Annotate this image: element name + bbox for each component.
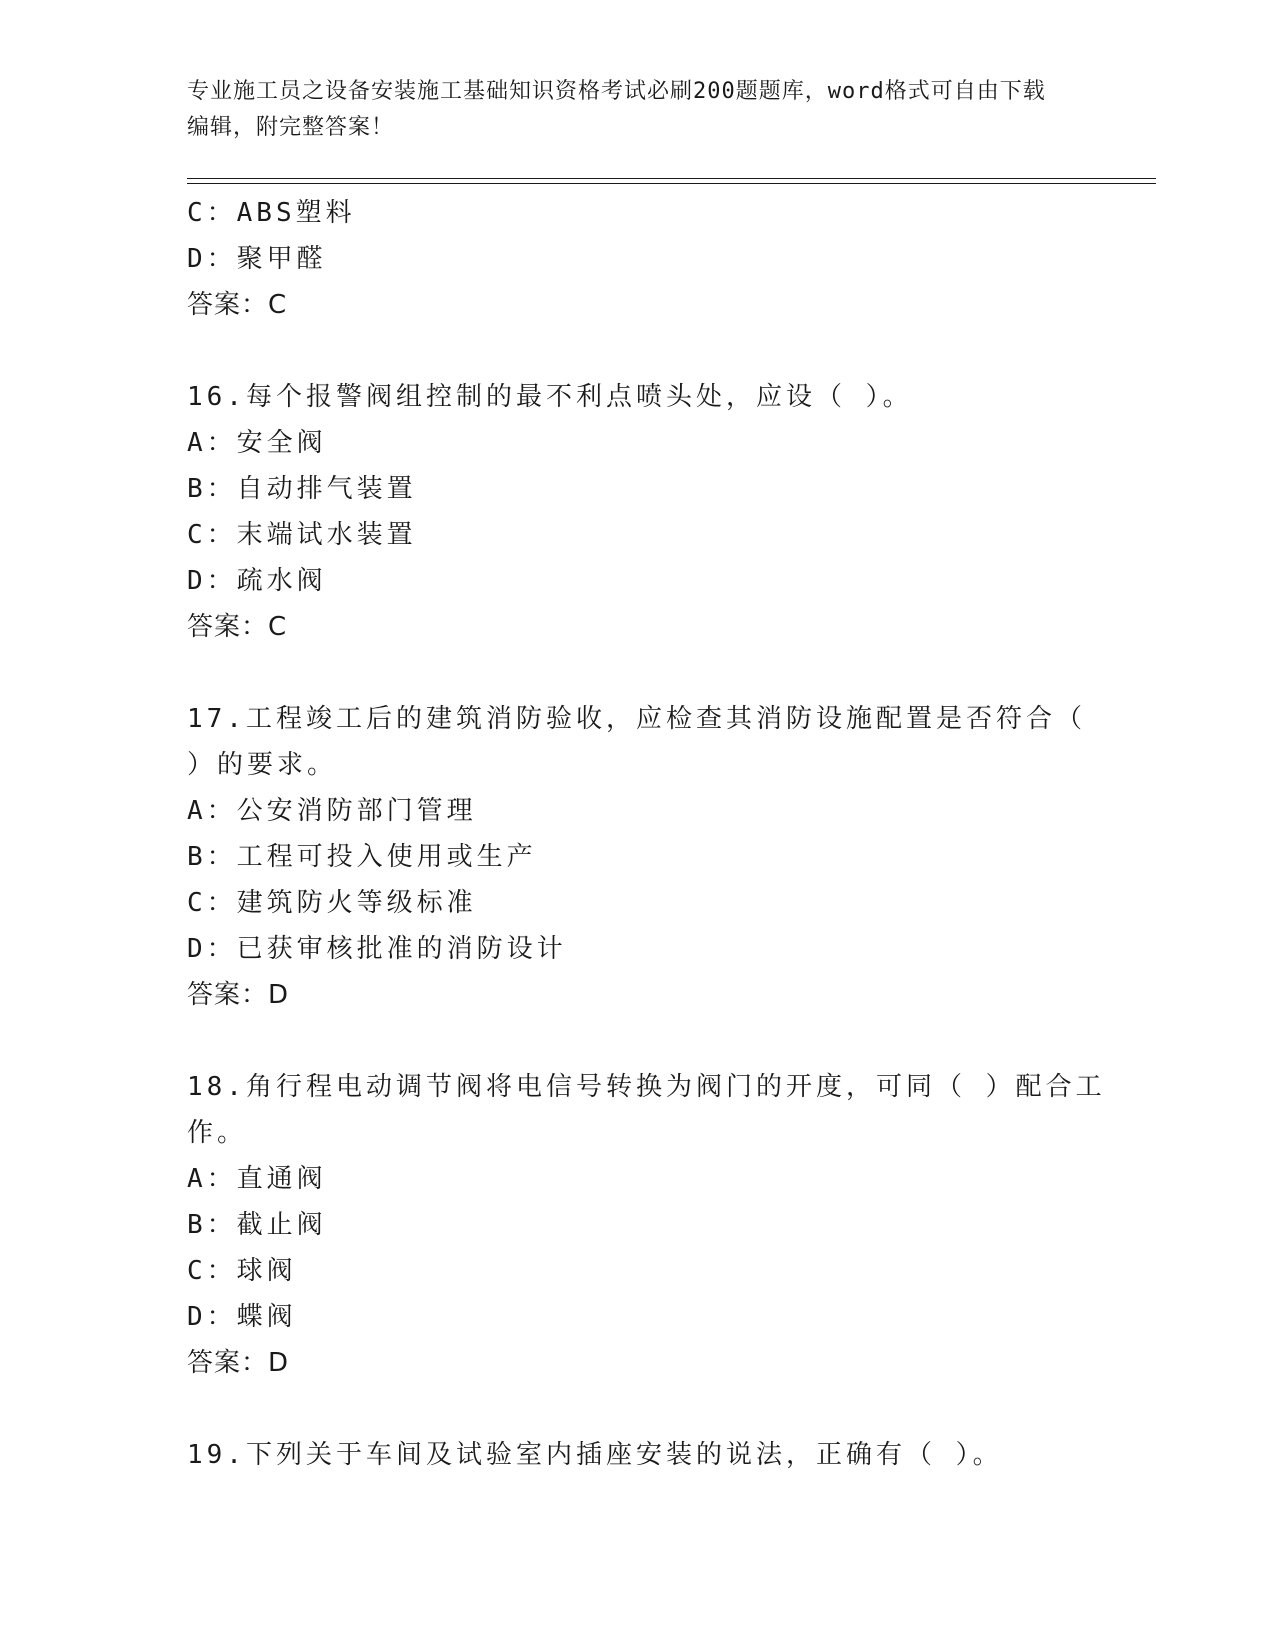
spacer <box>187 328 1087 374</box>
question-19-text: 19.下列关于车间及试验室内插座安装的说法，正确有（ ）。 <box>187 1440 1003 1470</box>
option-c: C：球阀 <box>187 1256 297 1286</box>
answer: 答案：C <box>187 290 288 320</box>
option-d: D：聚甲醛 <box>187 244 327 274</box>
document-title: 专业施工员之设备安装施工基础知识资格考试必刷200题题库，word格式可自由下载编辑，附完整答案！ <box>187 79 1046 140</box>
option-d: D：疏水阀 <box>187 566 327 596</box>
option-a: A：公安消防部门管理 <box>187 796 477 826</box>
option-c: C：末端试水装置 <box>187 520 417 550</box>
option-d: D：已获审核批准的消防设计 <box>187 934 567 964</box>
option-b: B：工程可投入使用或生产 <box>187 842 537 872</box>
answer: 答案：C <box>187 612 288 642</box>
header-rule-top <box>187 178 1156 179</box>
question-18-text-line2: 作。 <box>187 1118 248 1148</box>
option-d: D：蝶阀 <box>187 1302 297 1332</box>
question-18-text-line1: 18.角行程电动调节阀将电信号转换为阀门的开度，可同（ ）配合工 <box>187 1072 1106 1102</box>
question-17-text-line2: ）的要求。 <box>187 750 338 780</box>
option-b: B：自动排气装置 <box>187 474 417 504</box>
option-a: A：直通阀 <box>187 1164 327 1194</box>
question-16-text: 16.每个报警阀组控制的最不利点喷头处，应设（ ）。 <box>187 382 913 412</box>
spacer <box>187 650 1087 696</box>
document-body <box>187 190 1106 1478</box>
option-c: C：ABS塑料 <box>187 198 356 228</box>
option-c: C：建筑防火等级标准 <box>187 888 477 918</box>
answer: 答案：D <box>187 980 290 1010</box>
spacer <box>187 1386 1087 1432</box>
option-a: A：安全阀 <box>187 428 327 458</box>
question-17-text-line1: 17.工程竣工后的建筑消防验收，应检查其消防设施配置是否符合（ <box>187 704 1086 734</box>
document-header <box>187 74 1067 146</box>
header-rule-bottom <box>187 183 1156 184</box>
spacer <box>187 1018 1087 1064</box>
answer: 答案：D <box>187 1348 290 1378</box>
option-b: B：截止阀 <box>187 1210 327 1240</box>
